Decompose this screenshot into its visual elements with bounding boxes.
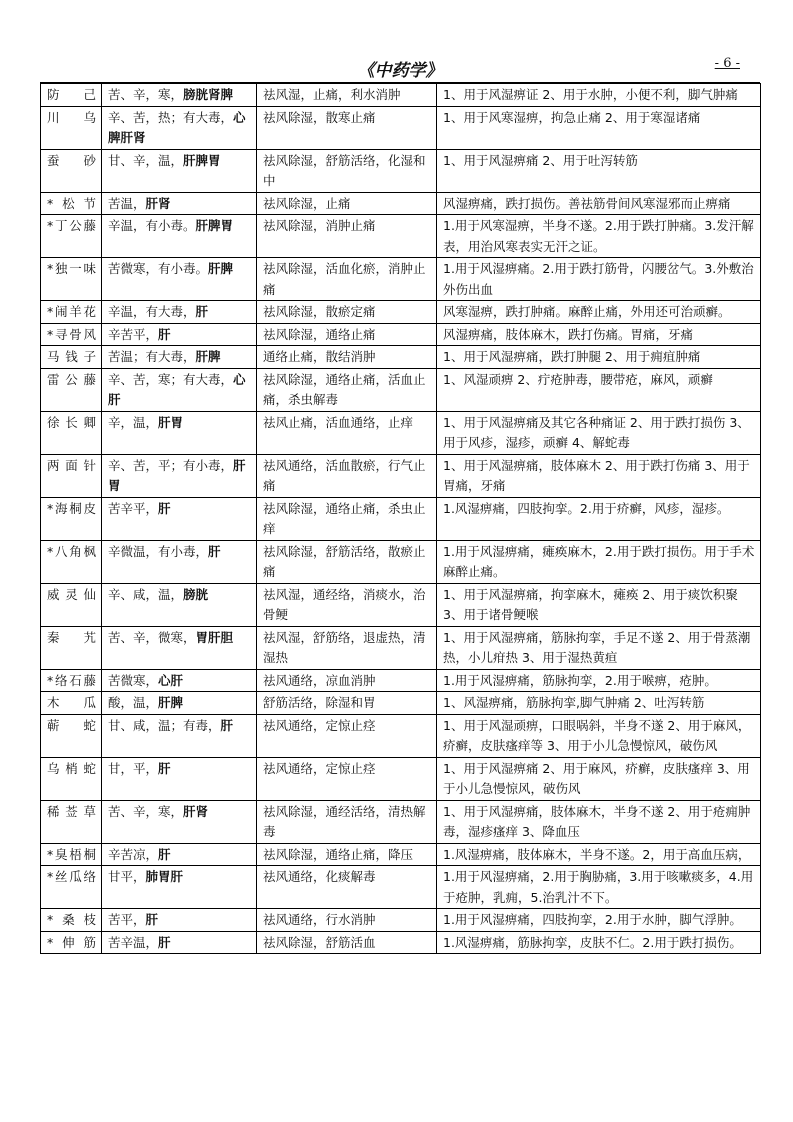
herb-properties [102,540,257,583]
herb-effects: 祛风通络，定惊止痉 [257,714,437,757]
herb-effects: 祛风除湿，舒筋活络，散瘀止痛 [257,540,437,583]
nature-flavor: 苦、辛，寒， [108,803,184,819]
herb-effects: 祛风除湿，消肿止痛 [257,215,437,258]
table-row [41,215,761,258]
herb-effects: 舒筋活络，除湿和胃 [257,692,437,715]
nature-flavor: 辛、咸，温， [108,586,184,602]
nature-flavor: 辛、苦，寒；有大毒， [108,371,234,387]
herb-uses: 风湿痹痛，肢体麻木，跌打伤痛。胃痛，牙痛 [437,323,761,346]
meridian-tropism: 肝脾胃 [195,218,234,233]
herb-name: 马钱子 [41,346,102,369]
herb-name: 稀莶草 [41,800,102,843]
table-row [41,692,761,715]
herb-effects: 祛风除湿，通络止痛 [257,323,437,346]
herb-uses: 1、用于风湿痹痛 2、用于吐泻转筋 [437,149,761,192]
herb-properties [102,149,257,192]
meridian-tropism: 肝 [145,912,159,927]
herb-uses: 风湿痹痛，跌打损伤。善祛筋骨间风寒湿邪而止痹痛 [437,192,761,215]
table-row [41,411,761,454]
nature-flavor: 甘、辛，温， [108,152,184,168]
meridian-tropism: 肝 [195,304,209,319]
herb-effects: 祛风通络，定惊止痉 [257,757,437,800]
table-row [41,669,761,692]
meridian-tropism: 肝 [158,846,171,862]
herb-name: 蕲蛇 [41,714,102,757]
table-row [41,800,761,843]
herb-effects: 祛风除湿，活血化瘀，消肿止痛 [257,258,437,301]
herb-properties [102,323,257,346]
herb-name: 徐长卿 [41,411,102,454]
herb-name: *桑枝 [41,909,102,932]
nature-flavor: 苦温， [108,195,146,211]
meridian-tropism: 肝肾 [183,803,209,819]
table-row [41,149,761,192]
herb-uses: 1、用于风湿痹证 2、用于水肿，小便不利，脚气肿痛 [437,84,761,107]
herb-uses: 1.风湿痹痛，四肢拘挛。2.用于疥癣，风疹，湿疹。 [437,497,761,540]
table-row [41,323,761,346]
herb-name: 蚕砂 [41,149,102,192]
meridian-tropism: 肝脾胃 [183,152,221,168]
herb-uses: 风寒湿痹，跌打肿痛。麻醉止痛，外用还可治顽癣。 [437,301,761,324]
table-row [41,346,761,369]
herb-properties [102,258,257,301]
herb-name: 两面针 [41,454,102,497]
herb-name: *伸筋 [41,931,102,954]
herb-effects: 祛风除湿，止痛 [257,192,437,215]
table-row [41,84,761,107]
herb-properties [102,106,257,149]
table-row [41,192,761,215]
herb-effects: 祛风通络，化痰解毒 [257,866,437,909]
nature-flavor: 辛、苦，平；有小毒， [108,457,234,473]
table-row [41,909,761,932]
nature-flavor: 苦平， [108,912,146,927]
herb-name: *闹羊花 [41,301,102,324]
meridian-tropism: 膀胱 [183,586,209,602]
nature-flavor: 酸，温， [108,695,159,710]
meridian-tropism: 肝脾 [195,349,221,364]
herb-uses: 1、用于风湿痹痛，拘挛麻木，瘫痪 2、用于痰饮积聚 3、用于诸骨鲠喉 [437,583,761,626]
herb-name: 秦艽 [41,626,102,669]
herb-name: *八角枫 [41,540,102,583]
table-row [41,931,761,954]
herb-uses: 1.用于风湿痹痛，筋脉拘挛，2.用于喉痹，疮肿。 [437,669,761,692]
table-row [41,540,761,583]
herb-properties [102,454,257,497]
nature-flavor: 苦、辛，寒， [108,87,184,102]
page-number: - 6 - [714,56,740,71]
herb-properties [102,583,257,626]
table-row [41,843,761,866]
meridian-tropism: 肝 [208,543,221,559]
herb-properties [102,909,257,932]
table-row [41,301,761,324]
table-row [41,757,761,800]
meridian-tropism: 肝 [158,760,171,776]
herb-uses: 1、用于风寒湿痹，拘急止痛 2、用于寒湿诸痛 [437,106,761,149]
herb-name: *臭梧桐 [41,843,102,866]
meridian-tropism: 心肝 [158,672,184,688]
herb-effects: 祛风通络，活血散瘀，行气止痛 [257,454,437,497]
nature-flavor: 甘，平， [108,760,159,776]
nature-flavor: 苦、辛，微寒， [108,629,196,645]
meridian-tropism: 膀胱肾脾 [183,87,234,102]
table-row [41,106,761,149]
nature-flavor: 辛温，有小毒。 [108,218,196,233]
herb-properties [102,215,257,258]
nature-flavor: 甘、咸，温；有毒， [108,717,221,733]
nature-flavor: 辛苦平， [108,326,159,342]
herb-name: *独一味 [41,258,102,301]
herb-properties [102,192,257,215]
herb-effects: 祛风通络，行水消肿 [257,909,437,932]
table-row [41,714,761,757]
meridian-tropism: 肝 [158,326,171,342]
herb-name: *丁公藤 [41,215,102,258]
herb-uses: 1.用于风湿痹痛，2.用于胸胁痛，3.用于咳嗽痰多，4.用于疮肿，乳痈，5.治乳汁不下。 [437,866,761,909]
herb-name: *丝瓜络 [41,866,102,909]
table-row [41,258,761,301]
herb-properties [102,714,257,757]
herb-properties [102,301,257,324]
nature-flavor: 苦微寒， [108,672,159,688]
herb-name: 防己 [41,84,102,107]
herb-table [40,83,761,954]
table-row [41,454,761,497]
herb-properties [102,626,257,669]
herb-properties [102,368,257,411]
nature-flavor: 辛、苦，热；有大毒， [108,109,234,125]
table-row [41,497,761,540]
herb-effects: 祛风除湿，通络止痛，降压 [257,843,437,866]
herb-properties [102,800,257,843]
nature-flavor: 苦辛平， [108,500,159,516]
herb-uses: 1.风湿痹痛，筋脉拘挛，皮肤不仁。2.用于跌打损伤。 [437,931,761,954]
herb-effects: 祛风除湿，通络止痛，活血止痛，杀虫解毒 [257,368,437,411]
herb-uses: 1、用于风湿痹痛，筋脉拘挛，手足不遂 2、用于骨蒸潮热，小儿疳热 3、用于湿热黄疸 [437,626,761,669]
meridian-tropism: 肝胃 [158,414,184,430]
herb-properties [102,757,257,800]
herb-properties [102,866,257,909]
herb-uses: 1、用于风湿痹痛及其它各种痛证 2、用于跌打损伤 3、用于风疹，湿疹，顽癣 4、解蛇毒 [437,411,761,454]
nature-flavor: 辛，温， [108,414,159,430]
herb-properties [102,669,257,692]
herb-effects: 祛风除湿，舒筋活络，化湿和中 [257,149,437,192]
table-row [41,626,761,669]
herb-uses: 1.用于风湿痹痛，四肢拘挛，2.用于水肿，脚气浮肿。 [437,909,761,932]
meridian-tropism: 心脾肝肾 [108,109,246,145]
herb-name: 乌梢蛇 [41,757,102,800]
table-row [41,583,761,626]
herb-name: 威灵仙 [41,583,102,626]
meridian-tropism: 肺胃肝 [145,869,184,884]
nature-flavor: 甘平， [108,869,146,884]
herb-uses: 1.用于风湿痹痛。2.用于跌打筋骨，闪腰岔气。3.外敷治外伤出血 [437,258,761,301]
nature-flavor: 辛微温，有小毒， [108,543,209,559]
herb-name: *海桐皮 [41,497,102,540]
nature-flavor: 辛苦凉， [108,846,159,862]
herb-effects: 祛风除湿，舒筋活血 [257,931,437,954]
herb-uses: 1、风湿顽痹 2、疔疮肿毒，腰带疮，麻风，顽癣 [437,368,761,411]
herb-properties [102,346,257,369]
herb-name: 雷公藤 [41,368,102,411]
herb-effects: 祛风除湿，散瘀定痛 [257,301,437,324]
herb-effects: 祛风通络，凉血消肿 [257,669,437,692]
herb-name: *松节 [41,192,102,215]
herb-name: *络石藤 [41,669,102,692]
meridian-tropism: 肝脾 [208,261,234,276]
herb-uses: 1、用于风湿痹痛，肢体麻木 2、用于跌打伤痛 3、用于胃痛，牙痛 [437,454,761,497]
herb-effects: 祛风湿，止痛，利水消肿 [257,84,437,107]
nature-flavor: 辛温，有大毒， [108,304,196,319]
herb-effects: 祛风除湿，通络止痛，杀虫止痒 [257,497,437,540]
herb-uses: 1、用于风湿痹痛，肢体麻木，半身不遂 2、用于疮痈肿毒，湿疹瘙痒 3、降血压 [437,800,761,843]
herb-properties [102,411,257,454]
meridian-tropism: 肝 [220,717,234,733]
meridian-tropism: 心肝 [108,371,246,407]
meridian-tropism: 肝脾 [158,695,184,710]
nature-flavor: 苦温；有大毒， [108,349,196,364]
herb-uses: 1.用于风寒湿痹，半身不遂。2.用于跌打肿痛。3.发汗解表，用治风寒表实无汗之证。 [437,215,761,258]
meridian-tropism: 肝 [158,500,171,516]
herb-uses: 1.风湿痹痛，肢体麻木，半身不遂。2，用于高血压病， [437,843,761,866]
herb-effects: 通络止痛，散结消肿 [257,346,437,369]
page-header [40,54,760,82]
herb-properties [102,497,257,540]
table-row [41,368,761,411]
herb-uses: 1、用于风湿痹痛，跌打肿腿 2、用于痈疽肿痛 [437,346,761,369]
meridian-tropism: 肝胃 [108,457,246,493]
nature-flavor: 苦辛温， [108,934,159,950]
meridian-tropism: 胃肝胆 [195,629,234,645]
herb-properties [102,843,257,866]
herb-uses: 1、用于风湿顽痹，口眼㖞斜，半身不遂 2、用于麻风，疥癣，皮肤瘙痒等 3、用于小儿急慢惊风，破伤风 [437,714,761,757]
herb-uses: 1、用于风湿痹痛 2、用于麻风，疥癣，皮肤瘙痒 3、用于小儿急慢惊风，破伤风 [437,757,761,800]
meridian-tropism: 肝肾 [145,195,171,211]
herb-effects: 祛风止痛，活血通络，止痒 [257,411,437,454]
herb-uses: 1.用于风湿痹痛，瘫痪麻木，2.用于跌打损伤。用于手术麻醉止痛。 [437,540,761,583]
meridian-tropism: 肝 [158,934,171,950]
herb-uses: 1、风湿痹痛，筋脉拘挛,脚气肿痛 2、吐泻转筋 [437,692,761,715]
herb-properties [102,931,257,954]
herb-name: 川乌 [41,106,102,149]
nature-flavor: 苦微寒，有小毒。 [108,261,209,276]
herb-effects: 祛风除湿，通经活络，清热解毒 [257,800,437,843]
herb-effects: 祛风除湿，散寒止痛 [257,106,437,149]
document-title: 《中药学》 [357,61,443,81]
herb-effects: 祛风湿，通经络，消痰水，治骨鲠 [257,583,437,626]
table-row [41,866,761,909]
herb-name: *寻骨风 [41,323,102,346]
herb-properties [102,692,257,715]
herb-effects: 祛风湿，舒筋络，退虚热，清湿热 [257,626,437,669]
herb-properties [102,84,257,107]
herb-table-body [41,84,761,954]
herb-name: 木瓜 [41,692,102,715]
